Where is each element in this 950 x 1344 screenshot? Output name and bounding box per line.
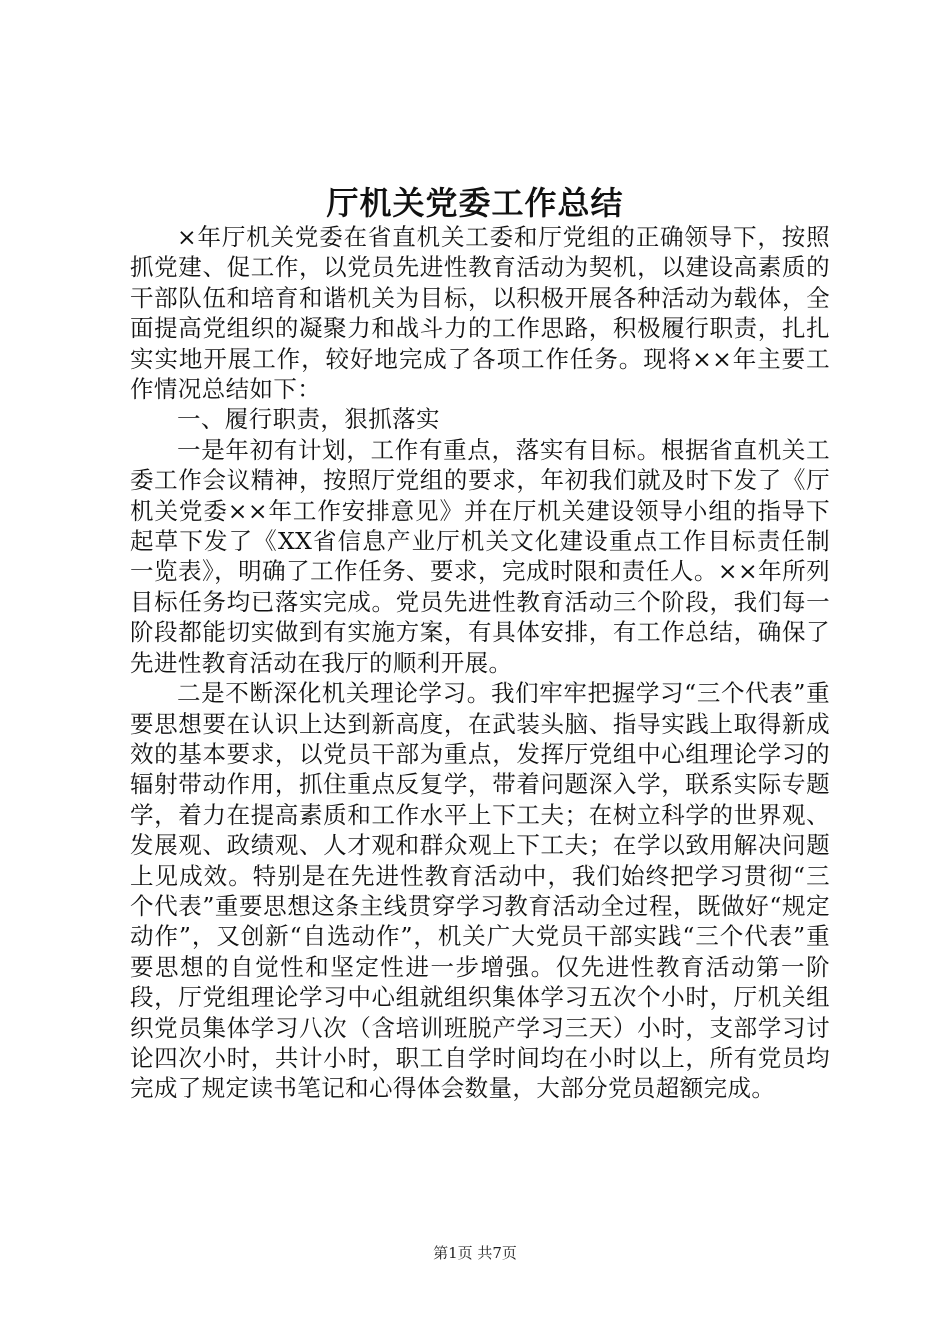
body-paragraph: 二是不断深化机关理论学习。我们牢牢把握学习“三个代表”重要思想要在认识上达到新高度，在武装头脑、指导实践上取得新成效的基本要求，以党员干部为重点，发挥厅党组中心组理论学习的辐射带动作用，抓住重点反复学，带着问题深入学，联系实际专题学，着力在提高素质和工作水平上下工夫；在树立科学的世界观、发展观、政绩观、人才观和群众观上下工夫；在学以致用解决问题上见成效。特别是在先进性教育活动中，我们始终把学习贯彻“三个代表”重要思想这条主线贯穿学习教育活动全过程，既做好“规定动作”，又创新“自选动作”，机关广大党员干部实践“三个代表”重要思想的自觉性和坚定性进一步增强。仅先进性教育活动第一阶段，厅党组理论学习中心组就组织集体学习五次个小时，厅机关组织党员集体学习八次（含培训班脱产学习三天）小时，支部学习讨论四次小时，共计小时，职工自学时间均在小时以上，所有党员均完成了规定读书笔记和心得体会数量，大部分党员超额完成。	[130, 679, 830, 1103]
intro-paragraph: ×年厅机关党委在省直机关工委和厅党组的正确领导下，按照抓党建、促工作，以党员先进性教育活动为契机，以建设高素质的干部队伍和培育和谐机关为目标，以积极开展各种活动为载体，全面提高党组织的凝聚力和战斗力的工作思路，积极履行职责，扎扎实实地开展工作，较好地完成了各项工作任务。现将××年主要工作情况总结如下：	[130, 223, 830, 404]
body-paragraph: 一是年初有计划，工作有重点，落实有目标。根据省直机关工委工作会议精神，按照厅党组的要求，年初我们就及时下发了《厅机关党委××年工作安排意见》并在厅机关建设领导小组的指导下起草下发了《XX省信息产业厅机关文化建设重点工作目标责任制一览表》，明确了工作任务、要求，完成时限和责任人。××年所列目标任务均已落实完成。党员先进性教育活动三个阶段，我们每一阶段都能切实做到有实施方案，有具体安排，有工作总结，确保了先进性教育活动在我厅的顺利开展。	[130, 435, 830, 677]
document-body	[130, 222, 830, 1104]
document-title: 厅机关党委工作总结	[326, 184, 624, 222]
section-heading: 一、履行职责，狠抓落实	[177, 405, 440, 434]
page-footer: 第1页 共7页	[433, 1244, 517, 1262]
